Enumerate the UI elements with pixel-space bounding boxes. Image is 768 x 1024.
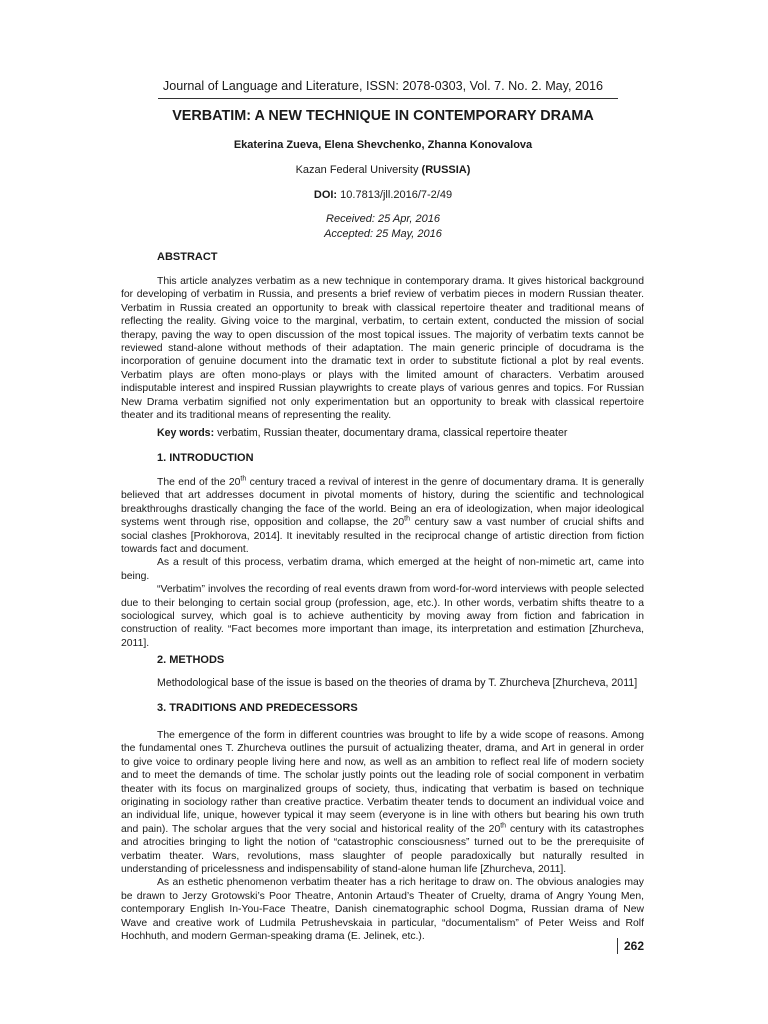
doi-label: DOI: — [313, 189, 338, 201]
page-number: 262 — [624, 939, 645, 953]
affiliation-line — [150, 164, 616, 176]
header-divider — [158, 98, 618, 99]
intro-paragraph-2: As a result of this process, verbatim drama, which emerged at the height of non-mimetic art, came into being. — [121, 557, 644, 582]
abstract-body — [121, 275, 644, 422]
paper-title: VERBATIM: A NEW TECHNIQUE IN CONTEMPORARY DRAMA — [172, 108, 594, 124]
dates — [150, 212, 616, 242]
introduction-heading: 1. INTRODUCTION — [157, 452, 254, 464]
keywords-label: Key words: — [157, 427, 215, 439]
journal-header: Journal of Language and Literature, ISSN: 2078-0303, Vol. 7. No. 2. May, 2016 — [162, 79, 604, 93]
accepted-date: Accepted: 25 May, 2016 — [324, 228, 442, 240]
intro-paragraph-1: The end of the 20th century traced a revival of interest in the genre of documentary drama. It is generally believed that art addresses document in pivotal moments of history, during the scientific and technological breakthroughs drastically changing the face of the world. Being an era of ideologization, when major ideological systems went through rise, opposition and collapse, the 20th century saw a vast number of crucial shifts and social clashes [Prokhorova, 2014]. It inevitably resulted in the reciprocal change of artistic direction from fiction towards fact and document. — [121, 475, 645, 556]
authors: Ekaterina Zueva, Elena Shevchenko, Zhanna Konovalova — [233, 139, 533, 151]
traditions-paragraph-1: The emergence of the form in different countries was brought to life by a wide scope of reasons. Among the fundamental ones T. Zhurcheva outlines the pursuit of actualizing theater, drama, and Art in general in order to give voice to ordinary people living here and now, as well as an ambition to reflect real life of modern society and to meet the demands of time. The scholar justly points out the leading role of social component in verbatim theater with its focus on marginalized groups of society, thus, indicating that verbatim is based on technique originating in sociology rather than creative practice. Verbatim theater tends to document an individual voice and an individual life, unique, however typical it may seem (everyone is in line with others but bearing his own truth and pain). The scholar argues that the very social and historical reality of the 20th century with its catastrophes and atrocities bringing to light the notion of “catastrophic consciousness” turned out to be the prerequisite of verbatim theater. Wars, revolutions, mass slaughter of people paradoxically but naturally resulted in understanding of pricelessness and indispensability of stand-alone human life [Zhurcheva, 2011]. — [121, 730, 645, 876]
country: (RUSSIA) — [421, 164, 471, 176]
page-number-divider — [617, 938, 618, 954]
traditions-body — [121, 729, 644, 944]
affiliation: Kazan Federal University — [295, 164, 419, 176]
abstract-paragraph: This article analyzes verbatim as a new technique in contemporary drama. It gives historical background for developing of verbatim in Russia, and presents a brief review of verbatim pieces in modern Russian theater. Verbatim in Russia created an opportunity to break with classical repertoire theater and traditional means of reflecting the reality. Giving voice to the marginal, verbatim, to certain extent, conducted the mission of social therapy, paving the way to open discussion of the most topical issues. The majority of verbatim texts cannot be reviewed stand-alone without methods of their adaptation. The main generic principle of docudrama is the incorporation of genuine document into the dramatic text in order to substitute fictional a plot by real events. Verbatim plays are often mono-plays or plays with the limited amount of characters. Verbatim aroused indisputable interest and inspired Russian playwrights to create plays of various genres and topics. For Russian New Drama verbatim signified not only experimentation but an opportunity to break with classical repertoire theater and its traditional means of representing the reality. — [121, 276, 644, 422]
intro-paragraph-3: “Verbatim” involves the recording of real events drawn from word-for-word interviews with people selected due to their belonging to certain social group (profession, age, etc.). In other words, verbatim shifts theatre to a sociological survey, which goal is to achieve authenticity by moving away from fiction and fabrication in construction of reality. “Fact becomes more important than image, its interpretation and estimation [Zhurcheva, 2011]. — [121, 584, 644, 649]
methods-heading: 2. METHODS — [157, 654, 225, 666]
traditions-heading: 3. TRADITIONS AND PREDECESSORS — [157, 702, 358, 714]
abstract-heading: ABSTRACT — [157, 251, 218, 263]
methods-text: Methodological base of the issue is based on the theories of drama by T. Zhurcheva [Zhurcheva, 2011] — [157, 677, 638, 689]
received-date: Received: 25 Apr, 2016 — [326, 213, 440, 225]
traditions-paragraph-2: As an esthetic phenomenon verbatim theater has a rich heritage to draw on. The obvious analogies may be drawn to Jerzy Grotowski’s Poor Theatre, Antonin Artaud’s Theater of Cruelty, drama of Angry Young Men, contemporary English In-You-Face Theatre, Danish cinematographic school Dogma, Russian drama of New Wave and creative work of Ludmila Petrushevskaia in particular, “documentalism” of Peter Weiss and Rolf Hochhuth, and modern German-speaking drama (E. Jelinek, etc.). — [121, 877, 644, 943]
introduction-body — [121, 476, 644, 650]
keywords — [157, 427, 567, 439]
doi-line — [150, 189, 616, 201]
keywords-text: verbatim, Russian theater, documentary drama, classical repertoire theater — [217, 427, 568, 439]
doi-value: 10.7813/jll.2016/7-2/49 — [340, 189, 453, 201]
